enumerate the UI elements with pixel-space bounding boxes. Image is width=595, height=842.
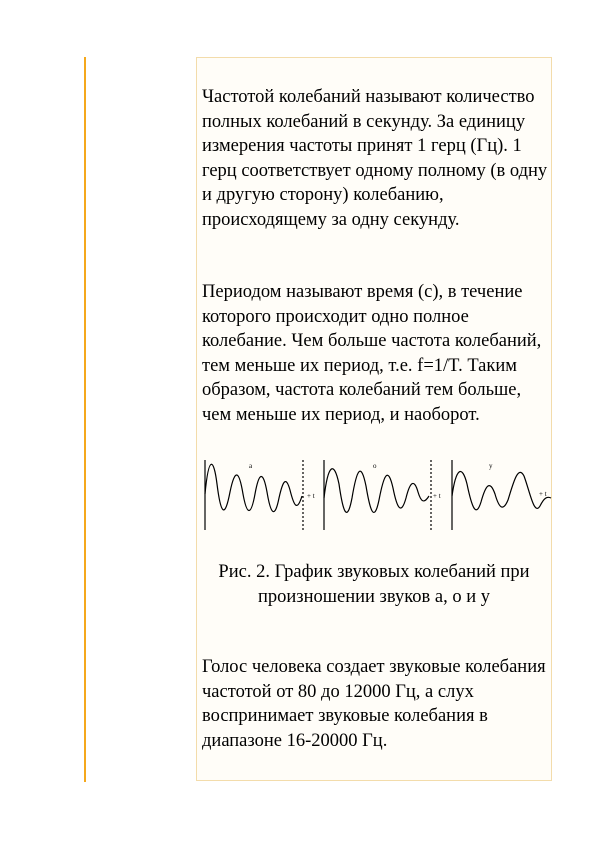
left-accent-rule: [84, 57, 86, 782]
voice-paragraph: Голос человека создает звуковые колебания частотой от 80 до 12000 Гц, а слух воспринимает звуковые колебания в диапазоне 16-20000 Гц.: [202, 657, 546, 751]
label-a: a: [249, 462, 253, 470]
label-o: o: [373, 462, 377, 470]
frequency-paragraph: Частотой колебаний называют количество полных колебаний в секунду. За единицу измерения частоты принят 1 герц (Гц). 1 герц соответствует одному полному (в одну и другую сторону) колебанию, происходящему за одну секунду.: [202, 87, 548, 230]
waveform-o: [324, 469, 429, 513]
figure-caption-line-1: Рис. 2. График звуковых колебаний при: [218, 562, 530, 582]
figure-caption-line-2: произношении звуков а, о и у: [258, 587, 490, 607]
sound-wave-figure: [197, 454, 555, 534]
axis-mark-u: + t: [539, 490, 547, 498]
label-u: y: [489, 462, 493, 470]
waveform-a: [205, 464, 302, 511]
period-paragraph: Периодом называют время (с), в течение которого происходит одно полное колебание. Чем больше частота колебаний, тем меньше их период, т.е. f=1/T. Таким образом, частота колебаний тем больше, чем меньше их период, и наоборот.: [202, 282, 542, 425]
axis-mark-o: + t: [433, 492, 441, 500]
axis-mark-a: + t: [307, 492, 315, 500]
waveform-u: [452, 472, 551, 510]
figure-caption: [196, 560, 552, 610]
